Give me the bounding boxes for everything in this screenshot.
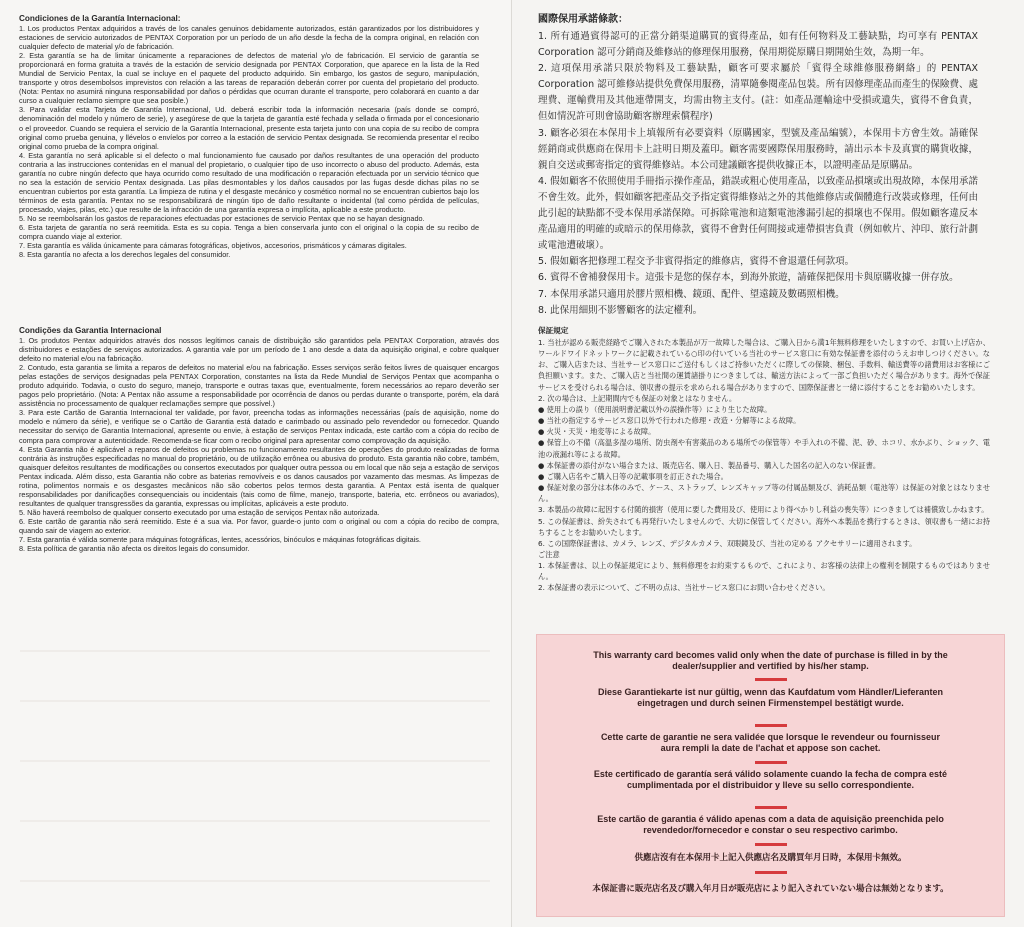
condition-item: 6. この国際保証書は、カメラ、レンズ、デジタルカメラ、双眼鏡及び、当社の定める アクセサリーに適用されます。 [538, 538, 917, 548]
red-divider [755, 871, 787, 874]
condition-item: 4. Esta garantía no será aplicable si el defecto o mal funcionamiento fue causado por daños resultantes de una operación del producto contraria a las instrucciones contenidas en el manual del propietario, o cualquier tipo de uso incorrecto o abuso del producto. Además, esta garantía no cubre ningún defecto que haya ocurrido como resultado de una modificación o reparación efectuada por un servicio técnico que no sea la estación de servicio Pentax designada. Las pilas desmontables y los daños causados por las fugas desde dichas pilas no se encuentran cubiertos por esta garantía. La limpieza de rutina y el desgaste mecánico y cosmético normal no se encuentran cubiertos bajo los términos de esta garantía. Pentax no se responsabilizará de ningún tipo de daño resultante o incidental (tal como pérdida de películas, procesado, viajes, pilas, etc.) que resulte de la infracción de una garantía expresa o implícita, aplicable a este producto. [19, 150, 479, 214]
condition-item: ご注意 [538, 549, 560, 559]
condition-item: 1. Os produtos Pentax adquiridos através dos nossos legítimos canais de distribuição são garantidos pela PENTAX Corporation, através dos distribuidores e estações de serviços autorizados. A garantia vale por um período de 1 ano desde a data da aquisição original, e cobre qualquer defeito no material e/ou na fabricação. [19, 336, 499, 364]
condition-item: 3. Para este Cartão de Garantia Internacional ter validade, por favor, preencha todas as informações necessárias (país de aquisição, nome do modelo e número da série), e verifique se o Cartão de Garantia está datado e carimbado ou assinado pelo revendedor ou fornecedor. Quando necessitar do serviço de Garantia Internacional, apresente ou envie, à estação de serviços Pentax indicada, este cartão com a cópia do recibo de compra para comprovar a autenticidade. Recomenda-se ficar com o recibo original para apresentar como comprovação da aquisição. [19, 408, 499, 445]
portuguese-conditions-list [19, 336, 499, 553]
chinese-conditions-list [538, 29, 978, 319]
condition-item: 2. 次の場合は、上記期間内でも保証の対象とはなりません。 [538, 393, 737, 403]
red-divider [755, 761, 787, 764]
warranty-validity-card [536, 634, 1005, 917]
condition-item: 7. 本保用承諾只適用於膠片照相機、鏡頭、配件、望遠鏡及數碼照相機。 [538, 288, 845, 300]
condition-item: 8. 此保用細則不影響顧客的法定權利。 [538, 304, 703, 316]
red-divider [755, 843, 787, 846]
condition-item: 2. 這項保用承諾只限於物料及工藝缺點，顧客可要求屬於「賓得全球維修服務網絡」的 PENTAX Corporation 認可維修站提供免費保用服務，清單隨參閱產品包裝。所有因修理產品而產生的保險費、處理費、運輸費用及其他連帶開支，均需由物主支付。(註：如產品運輸途中受損或遺失，賓得不會負責，但如情況許可則會協助顧客辦理索償程序) [538, 63, 978, 123]
red-divider [755, 806, 787, 809]
card-text-french: Cette carte de garantie ne sera validée que lorsque le revendeur ou fournisseur aura rempli la date de l'achat et appose son cachet. [600, 732, 941, 753]
condition-item: ● 本保証書の添付がない場合または、販売店名、購入日、製品番号、購入した国名の記入のない保証書。 [538, 460, 881, 470]
condition-item: ● 火災・天災・地変等による故障。 [538, 427, 656, 437]
condition-item: 2. Contudo, esta garantia se limita a reparos de defeitos no material e/ou na fabricação. Esses serviços serão feitos livres de quaisquer encargos pelas estações de serviços designadas pela PENTAX Corporation, constantes na lista da Rede Mundial de Serviços Pentax que acompanha o produto adquirido. Todavia, o custo do seguro, manejo, transporte e outras taxas que, eventualmente, forem necessários ao reparo deverão ser pagos pelo proprietário. (Nota: A Pentax não assume a responsabilidade por ocorrência de danos ou perdas durante o transporte, porém, ela dará assistência no processamento de qualquer reclamações sempre que possível.) [19, 363, 499, 409]
condition-item: 5. 假如顧客把修理工程交予非賓得指定的維修店，賓得不會退還任何款項。 [538, 256, 855, 268]
condition-item: ● ご購入店名やご購入日等の記載事項を訂正された場合。 [538, 471, 728, 481]
spanish-warranty-section [19, 14, 479, 259]
red-divider [755, 678, 787, 681]
red-divider [755, 724, 787, 727]
condition-item: ● 保証対象の部分は本体のみで、ケース、ストラップ、レンズキャップ等の付属品類及び、消耗品類（電池等）は保証の対象とはなりません。 [538, 483, 990, 504]
condition-item: 6. Este cartão de garantia não será reemitido. Este é a sua via. Por favor, guarde-o junto com o original ou com a cópia do recibo de compra, quando sair de viagem ao exterior. [19, 516, 499, 535]
condition-item: 1. 所有通過賓得認可的正當分銷渠道購買的賓得產品，如有任何物料及工藝缺點，均可享有 PENTAX Corporation 認可分銷商及維修站的修理保用服務，保用期從原購日期開始生效，為期一年。 [538, 31, 978, 59]
condition-item: 1. Los productos Pentax adquiridos a través de los canales genuinos debidamente autorizados, están garantizados por los distribuidores y estaciones de servicio autorizados de PENTAX Corporation por un período de un año desde la fecha de la compra original, en relación con cualquier defecto de material y/o de fabricación. [19, 24, 479, 52]
condition-item: 3. 顧客必須在本保用卡上填報所有必要資料（原購國家，型號及產品編號），本保用卡方會生效。請確保經銷商或供應商在保用卡上註明日期及蓋印。顧客需要國際保用服務時，請出示本卡及真實的購貨收據，親自交送或郵寄指定的賓得維修站。本公司建議顧客提供收據正本，以證明產品是原購品。 [538, 127, 978, 171]
card-text-portuguese: Este cartão de garantia é válido apenas com a data de aquisição preenchida pelo revendedor/fornecedor e constar o seu respectivo carimbo. [597, 814, 944, 835]
condition-item: 3. 本製品の故障に起因する付随的損害（使用に要した費用及び、使用により得べかりし利益の喪失等）につきましては補償致しかねます。 [538, 505, 989, 515]
spanish-section-title: Condiciones de la Garantía Internacional: [19, 14, 181, 23]
condition-item: 5. この保証書は、紛失されても再発行いたしませんので、大切に保管してください。海外へ本製品を携行するときは、領収書も一緒にお持ちすることをお勧めいたします。 [538, 516, 990, 537]
condition-item: 8. Esta política de garantia não afecta os direitos legais do consumidor. [19, 544, 250, 554]
condition-item: 5. No se reembolsarán los gastos de reparaciones efectuadas por estaciones de servicio Pentax que no se hayan designado. [19, 213, 425, 223]
card-text-spanish: Este certificado de garantía será válido solamente cuando la fecha de compra esté cumplimentada por el distribuidor y lleve su sello correspondiente. [593, 769, 948, 790]
card-text-chinese: 供應店沒有在本保用卡上記入供應店名及購買年月日時，本保用卡無效。 [634, 853, 907, 863]
condition-item: 3. Para validar esta Tarjeta de Garantía Internacional, Ud. deberá escribir toda la información necesaria (país donde se compró, denominación del modelo y número de serie), y asegúrese de que la tarjeta de garantía esté fechada y sellada o firmada por el concesionario o el proveedor. Cuando se requiera el servicio de la Garantía Internacional, presente esta tarjeta junto con una copia de su recibo de compra original como prueba genuina, y llévelos o envíelos por correo a la estación de servicio Pentax designada. Se recomienda presentar el recibo original como prueba de la compra original. [19, 105, 479, 151]
condition-item: 6. Esta tarjeta de garantía no será reemitida. Esta es su copia. Tenga a bien conservarla junto con el original o la copia de su recibo de compra cuando viaje al exterior. [19, 223, 479, 242]
card-text-german: Diese Garantiekarte ist nur gültig, wenn das Kaufdatum vom Händler/Lieferanten eingetragen und durch seinen Firmenstempel bestätigt wurde. [597, 687, 944, 708]
condition-item: 4. Esta Garantia não é aplicável a reparos de defeitos ou problemas no funcionamento resultantes de operações do produto realizadas de forma contrária às instruções especificadas no manual do proprietário, ou de utilização errônea ou abusiva do produto. Esta garantia não cobre, também, quaisquer defeitos resultantes de modificações ou consertos executados por qualquer outra pessoa ou em local que não seja a estação de serviços Pentax indicada. Além disso, esta Garantia não cobre as baterias removíveis e os danos causados por vazamento das mesmas. As limpezas de rotina, polimentos normais e os desgastes mecânicos não são cobertos pelos termos desta garantia. A Pentax está isenta de qualquer responsabilidades por danificações consequenciais ou incidentais (tais como de filme, manejo, transporte, bateria, etc. errôneos ou avariados), resultantes de qualquer transgressões da garantia, expressas ou implícitas, aplicáveis a este produto. [19, 444, 499, 508]
condition-item: ● 保管上の不備（高温多湿の場所、防虫剤や有害薬品のある場所での保管等）や手入れの不備、泥、砂、ホコリ、水かぶり、ショック、電池の液漏れ等による故障。 [538, 438, 990, 459]
condition-item: 8. Esta garantía no afecta a los derechos legales del consumidor. [19, 250, 231, 260]
condition-item: 6. 賓得不會補發保用卡。這張卡是您的保存本，到海外旅遊，請確保把保用卡與原購收據一併存放。 [538, 272, 959, 284]
show-through-line [20, 760, 490, 762]
japanese-warranty-section [538, 325, 990, 594]
spanish-conditions-list [19, 24, 479, 259]
show-through-line [20, 880, 490, 882]
condition-item: 2. 本保証書の表示について、ご不明の点は、当社サービス窓口にお問い合わせください。 [538, 583, 830, 593]
condition-item: 1. 当社が認める販売経路でご購入された本製品が万一故障した場合は、ご購入日から満1年無料修理をいたしますので、お買い上げ店か、ワールドワイドネットワークに記載されている○印の付いている当社のサービス窓口に有効な保証書を添付のうえお申しつけください。なお、ご購入店または、当社サービス窓口にご送付もしくはご持参いただくに際しての保険、梱包、手数料、輸送費等の諸費用はお客様にご負担願います。また、ご購入店と当社間の運賃諸掛りにつきましては、輸送方法によって一部ご負担いただく場合があります。海外で保証サービスを受けられる場合は、領収書の提示を求められる場合がありますので、国際保証書と一緒に添付することをお勧めいたします。 [538, 338, 990, 392]
condition-item: 2. Esta garantía se ha de limitar únicamente a reparaciones de defectos de material y/o de fabricación. El servicio de garantía se proporcionará en forma gratuita a través de la estación de servicio designada por PENTAX Corporation, que aparece en la lista de la Red Mundial de Servicio Pentax, la cual se incluye en el paquete del producto adquirido. Sin embargo, los gastos de seguro, manipulación, transporte y otros desembolsos imprevistos con relación a las tareas de reparación deberán correr por cuenta del propietario del producto. (Nota: Pentax no asumirá ninguna responsabilidad por daños o pérdidas que ocurran durante el transporte, pero colaborará en cuanto a dar curso a cualquier reclamo siempre que sea posible.) [19, 51, 479, 106]
condition-item: 1. 本保証書は、以上の保証規定により、無料修理をお約束するもので、これにより、お客様の法律上の権利を制限するものではありません。 [538, 561, 990, 582]
condition-item: 5. Não haverá reembolso de qualquer conserto executado por uma estação de serviços Pentax não autorizada. [19, 507, 380, 517]
portuguese-section-title: Condições da Garantia Internacional [19, 326, 162, 335]
condition-item: 7. Esta garantia é válida somente para máquinas fotográficas, lentes, acessórios, binóculos e máquinas fotográficas digitais. [19, 535, 421, 545]
japanese-section-title: 保証規定 [538, 326, 569, 335]
portuguese-warranty-section [19, 326, 499, 553]
japanese-conditions-list [538, 337, 990, 594]
condition-item: ● 使用上の誤り（使用説明書記載以外の誤操作等）により生じた故障。 [538, 404, 772, 414]
condition-item: 7. Esta garantía es válida únicamente para cámaras fotográficas, objetivos, accesorios, prismáticos y cámaras digitales. [19, 241, 407, 251]
show-through-line [20, 700, 490, 702]
show-through-line [20, 820, 490, 822]
card-text-japanese: 本保証書に販売店名及び購入年月日が販売店により記入されていない場合は無効となります。 [592, 884, 949, 894]
chinese-warranty-section [538, 10, 978, 319]
condition-item: ● 当社の指定するサービス窓口以外で行われた修理・改造・分解等による故障。 [538, 416, 801, 426]
chinese-section-title: 國際保用承諾條款： [538, 14, 628, 25]
card-text-english: This warranty card becomes valid only when the date of purchase is filled in by the dealer/supplier and vertified by his/her stamp. [593, 650, 948, 671]
condition-item: 4. 假如顧客不依照使用手冊指示操作產品，錯誤或粗心使用產品，以致產品損壞或出現故障，本保用承諾不會生效。此外，假如顧客把產品交予指定賓得維修站之外的其他維修店或個體進行改裝或修理，任何由此引起的缺點都不受本保用承諾保障。可拆除電池和這類電池滲漏引起的損壞也不保用。假如顧客違反本產品適用的明確的或暗示的保用條款，賓得不會對任何間接或連帶損害負責（例如軟片、沖印、旅行計劃或電池遭破壞）。 [538, 175, 978, 252]
show-through-line [20, 650, 490, 652]
